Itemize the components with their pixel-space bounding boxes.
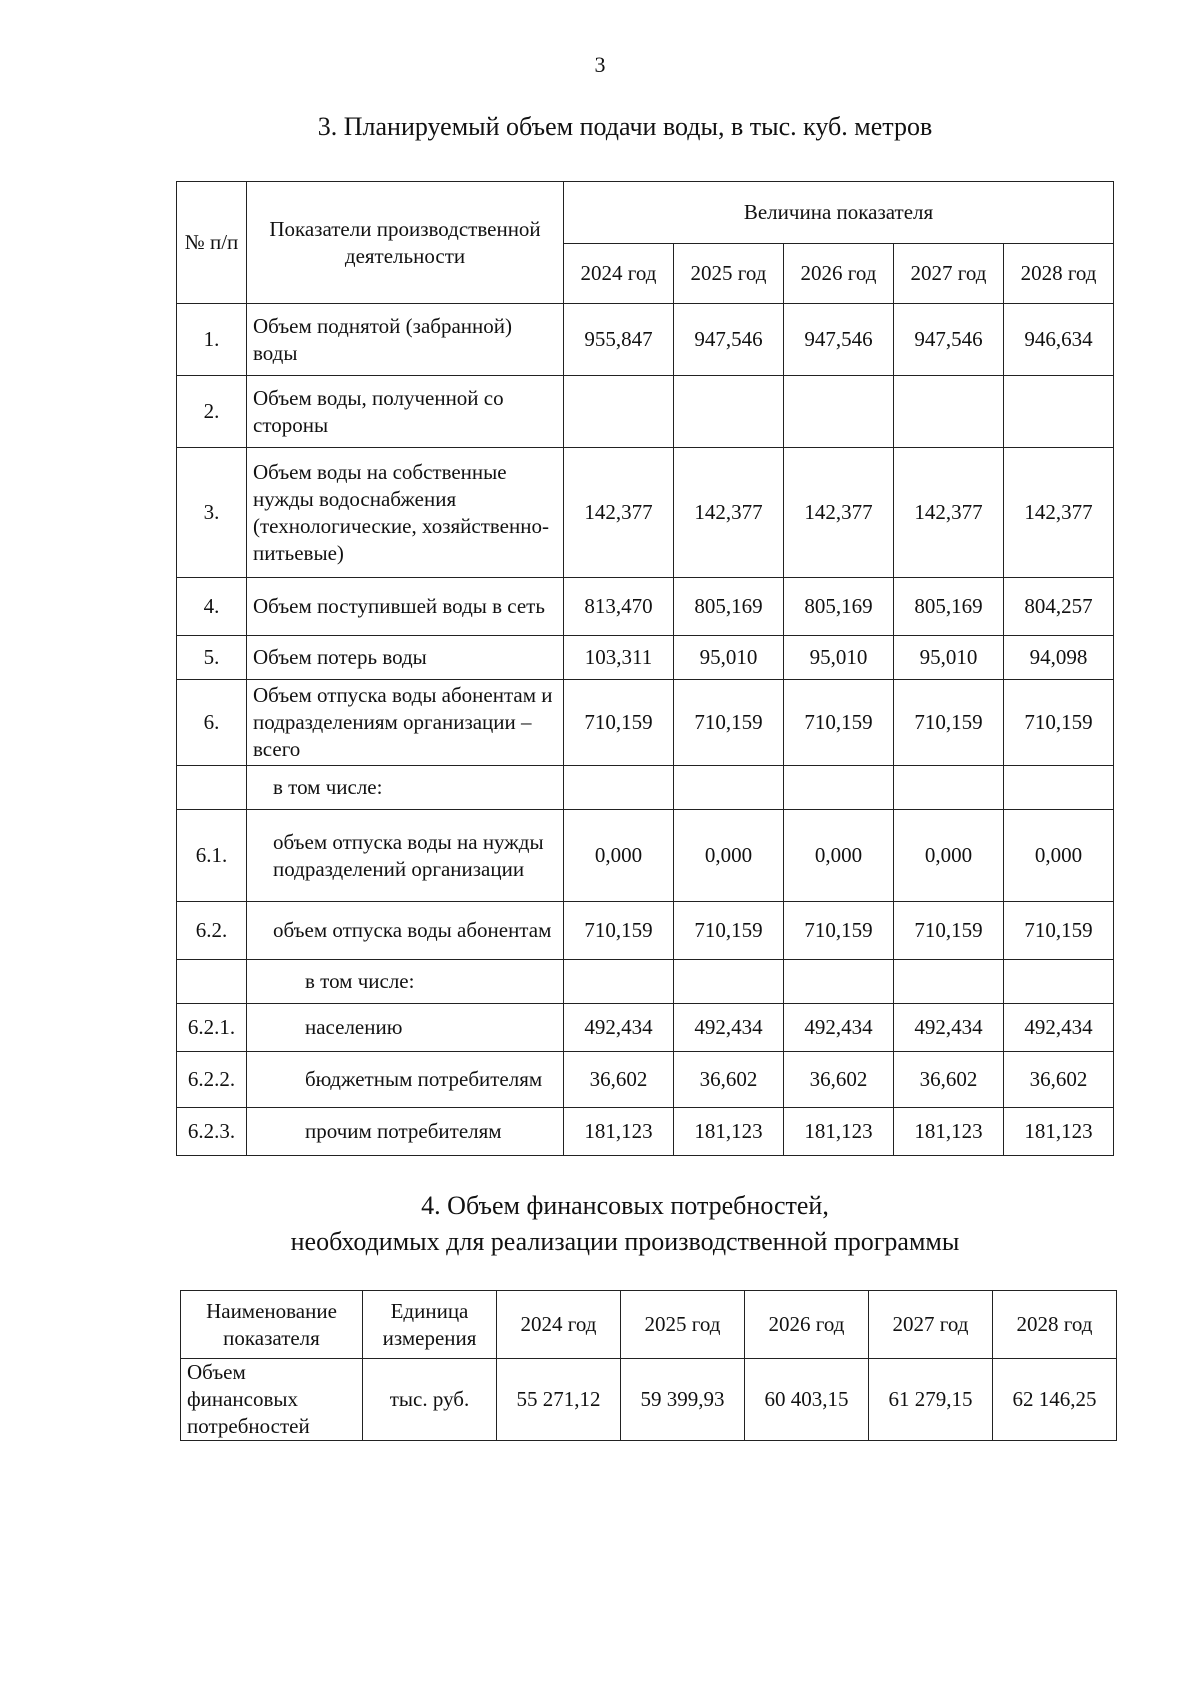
row-value: 804,257: [1004, 578, 1114, 636]
table-row: [177, 680, 1114, 766]
table-row: [177, 1108, 1114, 1156]
row-value: 36,602: [894, 1052, 1004, 1108]
row-value: 492,434: [784, 1004, 894, 1052]
row-value: 955,847: [564, 304, 674, 376]
row-value: 181,123: [1004, 1108, 1114, 1156]
table-row: [177, 1004, 1114, 1052]
row-value: 62 146,25: [993, 1359, 1117, 1441]
row-number: 6.2.: [177, 902, 247, 960]
page-number: 3: [594, 52, 606, 77]
row-value: 142,377: [894, 448, 1004, 578]
row-value: 805,169: [894, 578, 1004, 636]
section4-title-line2: необходимых для реализации производственной программы: [290, 1227, 960, 1256]
table-row: [177, 376, 1114, 448]
row-value: 36,602: [784, 1052, 894, 1108]
row-value: [894, 766, 1004, 810]
section4-title: [0, 1188, 1200, 1260]
header-year: 2027 год: [894, 244, 1004, 304]
row-label: Объем поступившей воды в сеть: [247, 578, 564, 636]
header-num: № п/п: [177, 182, 247, 304]
row-label: объем отпуска воды на нужды подразделений организации: [247, 810, 564, 902]
header-year: 2026 год: [784, 244, 894, 304]
row-value: 492,434: [1004, 1004, 1114, 1052]
row-number: [177, 960, 247, 1004]
header-year: 2025 год: [621, 1291, 745, 1359]
row-value: 0,000: [784, 810, 894, 902]
row-value: 0,000: [674, 810, 784, 902]
row-value: 710,159: [1004, 680, 1114, 766]
row-value: 181,123: [674, 1108, 784, 1156]
table-row: [177, 578, 1114, 636]
row-label: Объем воды, полученной со стороны: [247, 376, 564, 448]
row-value: 60 403,15: [745, 1359, 869, 1441]
row-value: 492,434: [564, 1004, 674, 1052]
row-number: 2.: [177, 376, 247, 448]
row-value: [894, 376, 1004, 448]
row-value: 55 271,12: [497, 1359, 621, 1441]
row-value: 142,377: [564, 448, 674, 578]
row-value: 181,123: [894, 1108, 1004, 1156]
row-number: 6.2.3.: [177, 1108, 247, 1156]
row-number: 3.: [177, 448, 247, 578]
row-value: 103,311: [564, 636, 674, 680]
row-value: [784, 960, 894, 1004]
header-unit: Единица измерения: [363, 1291, 497, 1359]
header-name: Наименование показателя: [181, 1291, 363, 1359]
row-value: 947,546: [674, 304, 784, 376]
header-year: 2026 год: [745, 1291, 869, 1359]
row-value: 492,434: [674, 1004, 784, 1052]
row-value: 95,010: [894, 636, 1004, 680]
header-year: 2024 год: [564, 244, 674, 304]
table-row: [177, 304, 1114, 376]
row-label: населению: [247, 1004, 564, 1052]
row-value: 710,159: [784, 902, 894, 960]
row-value: 805,169: [674, 578, 784, 636]
header-indicator: Показатели производственной деятельности: [247, 182, 564, 304]
row-value: 710,159: [674, 902, 784, 960]
row-value: 59 399,93: [621, 1359, 745, 1441]
row-value: [1004, 766, 1114, 810]
row-value: [564, 376, 674, 448]
financial-needs-table: [180, 1290, 1117, 1441]
row-value: 95,010: [674, 636, 784, 680]
row-value: 36,602: [564, 1052, 674, 1108]
row-value: [674, 960, 784, 1004]
row-value: 142,377: [1004, 448, 1114, 578]
row-number: 6.: [177, 680, 247, 766]
row-value: [674, 376, 784, 448]
row-name: Объем финансовых потребностей: [181, 1359, 363, 1441]
row-value: [784, 376, 894, 448]
table-row: [177, 448, 1114, 578]
row-value: 710,159: [1004, 902, 1114, 960]
row-value: 710,159: [564, 902, 674, 960]
section4-title-line1: 4. Объем финансовых потребностей,: [421, 1191, 829, 1220]
row-value: 710,159: [674, 680, 784, 766]
row-label: объем отпуска воды абонентам: [247, 902, 564, 960]
table-row: [177, 1052, 1114, 1108]
header-year: 2028 год: [1004, 244, 1114, 304]
row-value: [674, 766, 784, 810]
row-value: 181,123: [784, 1108, 894, 1156]
water-supply-table-body: [177, 304, 1114, 1156]
section3-title: 3. Планируемый объем подачи воды, в тыс. куб. метров: [317, 112, 933, 141]
row-number: [177, 766, 247, 810]
row-value: 36,602: [1004, 1052, 1114, 1108]
row-value: 710,159: [564, 680, 674, 766]
row-value: 61 279,15: [869, 1359, 993, 1441]
row-value: [564, 960, 674, 1004]
row-value: 142,377: [674, 448, 784, 578]
header-year: 2024 год: [497, 1291, 621, 1359]
row-label: прочим потребителям: [247, 1108, 564, 1156]
row-value: 95,010: [784, 636, 894, 680]
table-row: [177, 902, 1114, 960]
row-value: 805,169: [784, 578, 894, 636]
table-row: [177, 636, 1114, 680]
row-value: 0,000: [564, 810, 674, 902]
row-number: 6.1.: [177, 810, 247, 902]
row-label: Объем потерь воды: [247, 636, 564, 680]
row-value: 710,159: [894, 902, 1004, 960]
row-value: [564, 766, 674, 810]
row-label: в том числе:: [247, 766, 564, 810]
table-row: [181, 1359, 1117, 1441]
row-value: 36,602: [674, 1052, 784, 1108]
row-value: 492,434: [894, 1004, 1004, 1052]
row-value: 0,000: [1004, 810, 1114, 902]
row-value: [1004, 376, 1114, 448]
row-unit: тыс. руб.: [363, 1359, 497, 1441]
row-label: Объем отпуска воды абонентам и подразделениям организации – всего: [247, 680, 564, 766]
row-value: [784, 766, 894, 810]
row-value: 181,123: [564, 1108, 674, 1156]
row-value: 0,000: [894, 810, 1004, 902]
table-row: [177, 810, 1114, 902]
row-value: [1004, 960, 1114, 1004]
row-value: 947,546: [894, 304, 1004, 376]
row-number: 5.: [177, 636, 247, 680]
row-value: 710,159: [894, 680, 1004, 766]
row-value: 94,098: [1004, 636, 1114, 680]
header-year: 2028 год: [993, 1291, 1117, 1359]
table-row: [177, 960, 1114, 1004]
water-supply-table: [176, 181, 1114, 1156]
header-value-group: Величина показателя: [564, 182, 1114, 244]
row-number: 6.2.2.: [177, 1052, 247, 1108]
row-value: 813,470: [564, 578, 674, 636]
row-value: [894, 960, 1004, 1004]
row-value: 710,159: [784, 680, 894, 766]
row-label: бюджетным потребителям: [247, 1052, 564, 1108]
row-number: 6.2.1.: [177, 1004, 247, 1052]
row-number: 1.: [177, 304, 247, 376]
row-label: Объем воды на собственные нужды водоснабжения (технологические, хозяйственно-питьевые): [247, 448, 564, 578]
row-value: 947,546: [784, 304, 894, 376]
header-year: 2025 год: [674, 244, 784, 304]
header-year: 2027 год: [869, 1291, 993, 1359]
row-label: в том числе:: [247, 960, 564, 1004]
row-value: 142,377: [784, 448, 894, 578]
row-number: 4.: [177, 578, 247, 636]
table-row: [177, 766, 1114, 810]
row-label: Объем поднятой (забранной) воды: [247, 304, 564, 376]
row-value: 946,634: [1004, 304, 1114, 376]
